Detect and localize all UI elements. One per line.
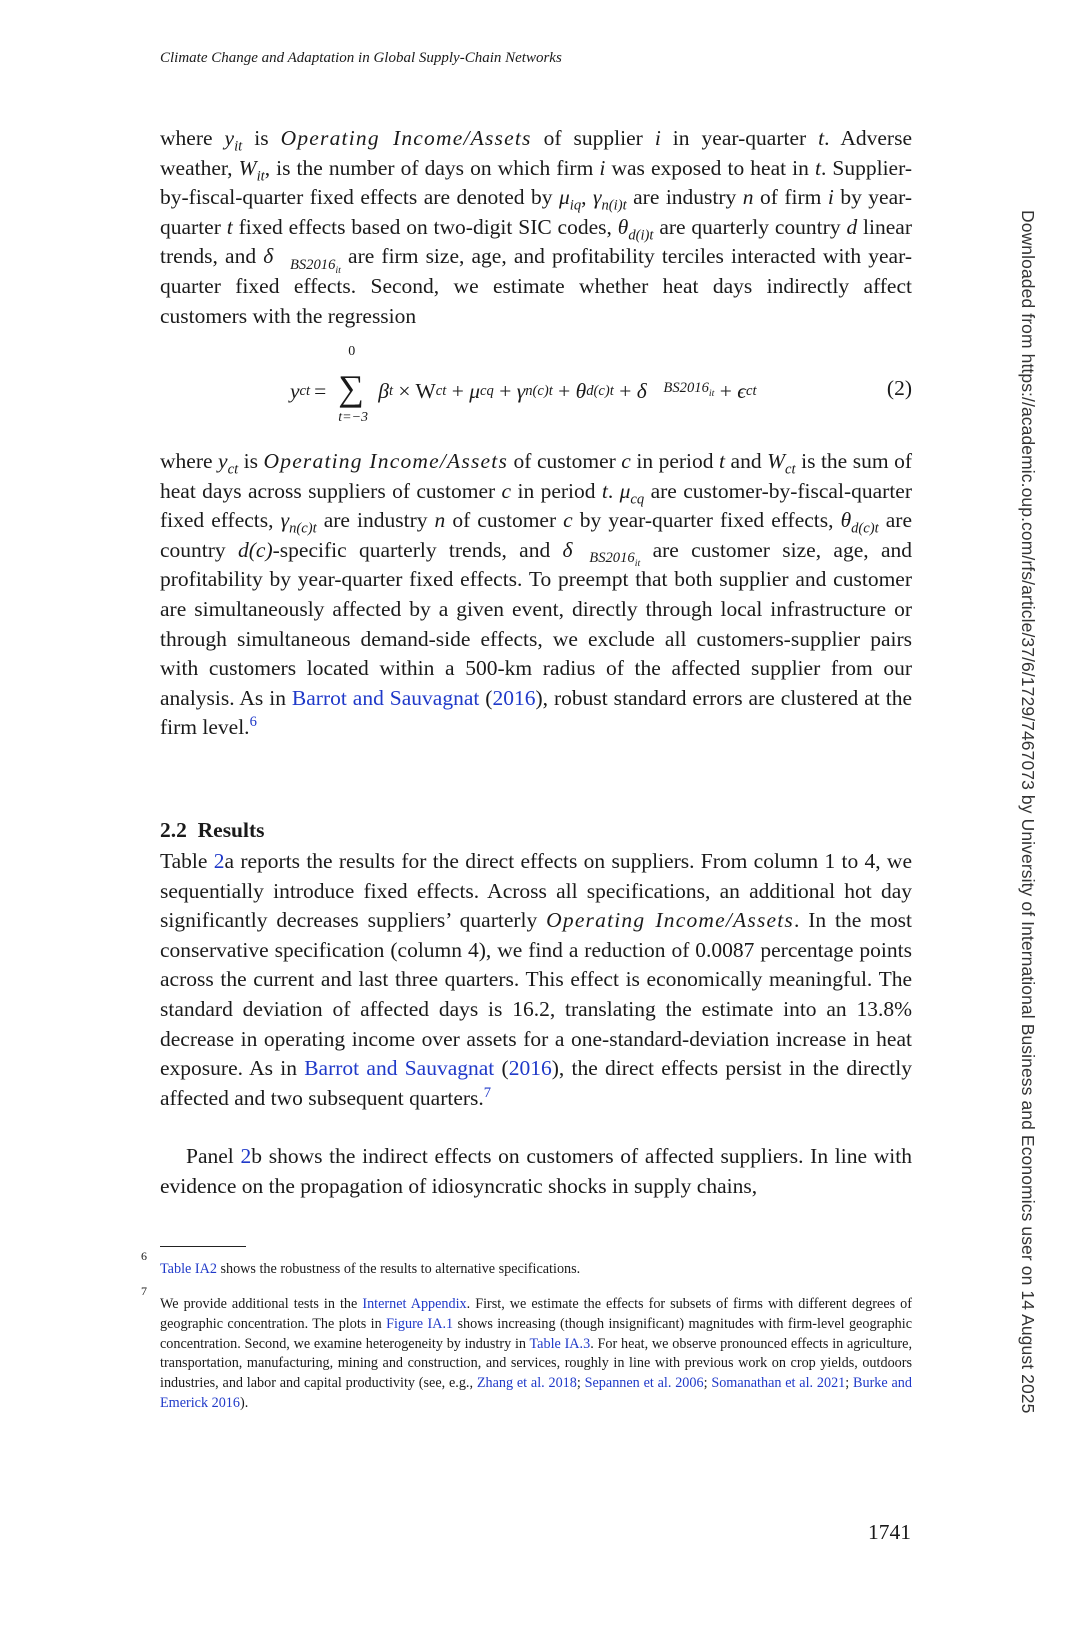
paragraph-4: Panel 2b shows the indirect effects on customers of affected suppliers. In line with evidence on the propagation of idiosyncratic shocks in supply chains, [160,1144,912,1198]
table-2-link[interactable]: 2 [213,849,225,873]
citation-sepannen-link[interactable]: Sepannen et al. 2006 [584,1375,704,1392]
page-number: 1741 [868,1520,911,1544]
citation-barrot-sauvagnat-link[interactable]: Barrot and Sauvagnat [304,1056,495,1081]
paragraph-2: where $y_{ct}$ is Operating Income/Assets of customer c in period t and $W_{ct}$ is the sum of heat days across suppliers of customer c in period t. $\mu_{cq}$ are customer-by-fiscal-quarter fixed effects, $\gamma_{n(c)t}$ are industry n of customer c by year-quarter fixed effects, $\theta_{d(c)t}$ are country d(c)-specific quarterly trends, and $\delta⃗_{BS2016_{it}}$ are customer size, age, and profitability by year-quarter fixed effects. To preempt that both supplier and customer are simultaneously affected by a given event, directly through local infrastructure or through simultaneous demand-side effects, we exclude all customers-supplier pairs with customers located within a 500-km radius of the affected supplier from our analysis. As in Barrot and Sauvagnat (2016), robust standard errors are clustered at the firm level.$^6$ [160,449,913,740]
table-ia2-link[interactable]: Table IA2 [160,1261,217,1277]
citation-burke-emerick-link[interactable]: Burke and Emerick 2016 [160,1375,912,1411]
footnote-7: 7 We provide additional tests in the Internet Appendix. First, we estimate the effects for subsets of firms with different degrees of geographic concentration. The plots in Figure IA.1 shows increasing (though insignificant) magnitudes with firm-level geographic concentration. Second, we examine heterogeneity by industry in Table IA.3. For heat, we observe pronounced effects in agriculture, transportation, manufacturing, mining and construction, and services, roughly in line with previous work on crop yields, outdoors industries, and labor and capital productivity (see, e.g., Zhang et al. 2018; Sepannen et al. 2006; Somanathan et al. 2021; Burke and Emerick 2016). [141,1284,912,1411]
equation-number: (2) [886,376,912,400]
citation-barrot-sauvagnat-link[interactable]: Barrot and Sauvagnat [291,685,480,710]
paragraph-3: Table 2a reports the results for the direct effects on suppliers. From column 1 to 4, we sequentially introduce fixed effects. Across all specifications, an additional hot day significantly decreases suppliers’ quarterly Operating Income/Assets. In the most conservative specification (column 4), we find a reduction of 0.0087 percentage points across the current and last three quarters. This effect is economically meaningful. The standard deviation of affected days is 16.2, translating the estimate into an 13.8% decrease in operating income over assets for a one-standard-deviation increase in heat exposure. As in Barrot and Sauvagnat (2016), the direct effects persist in the directly affected and two subsequent quarters.$^7$ [160,849,913,1110]
figure-ia1-link[interactable]: Figure IA.1 [386,1315,454,1332]
section-heading-results: 2.2 Results [160,818,265,842]
citation-year-link[interactable]: 2016 [492,685,536,710]
footnote-6: 6 Table IA2 shows the robustness of the results to alternative specifications. [141,1249,581,1277]
running-head: Climate Change and Adaptation in Global Supply-Chain Networks [160,50,562,66]
citation-year-link[interactable]: 2016 [508,1056,552,1081]
footnote-divider [160,1246,246,1247]
citation-zhang-link[interactable]: Zhang et al. 2018 [476,1375,577,1392]
citation-somanathan-link[interactable]: Somanathan et al. 2021 [711,1375,846,1392]
download-watermark: Downloaded from https://academic.oup.com/rfs/article/37/6/1729/7467073 by University of International Business and Economics user on 14 August 2025 [1018,210,1038,1414]
table-ia3-link[interactable]: Table IA.3 [529,1335,591,1352]
measure-operating-income-assets: Operating Income/Assets [280,126,532,150]
footnote-6-marker[interactable]: 6 [249,714,257,731]
footnote-7-marker[interactable]: 7 [483,1084,492,1101]
panel-2-link[interactable]: 2 [240,1144,252,1168]
summation-symbol: 0 ∑ t=−3 [338,344,369,425]
equation-2: y ct = 0 ∑ t=−3 β t × W ct + μ cq + γ n(c)t + θ d(c)t + δ⃗ $BS2016_{it}$ + ϵ ct (2) [290,344,912,425]
paragraph-1: where $y_{it}$ is Operating Income/Assets of supplier i in year-quarter t. Adverse weather, $W_{it}$, is the number of days on which firm i was exposed to heat in t. Supplier-by-fiscal-quarter fixed effects are denoted by $\mu_{iq}$, $\gamma_{n(i)t}$ are industry n of firm i by year-quarter t fixed effects based on two-digit SIC codes, $\theta_{d(i)t}$ are quarterly country d linear trends, and $\delta⃗_{BS2016_{it}}$ are firm size, age, and profitability terciles interacted with year-quarter fixed effects. Second, we estimate whether heat days indirectly affect customers with the regression [160,126,913,328]
internet-appendix-link[interactable]: Internet Appendix [362,1296,467,1312]
